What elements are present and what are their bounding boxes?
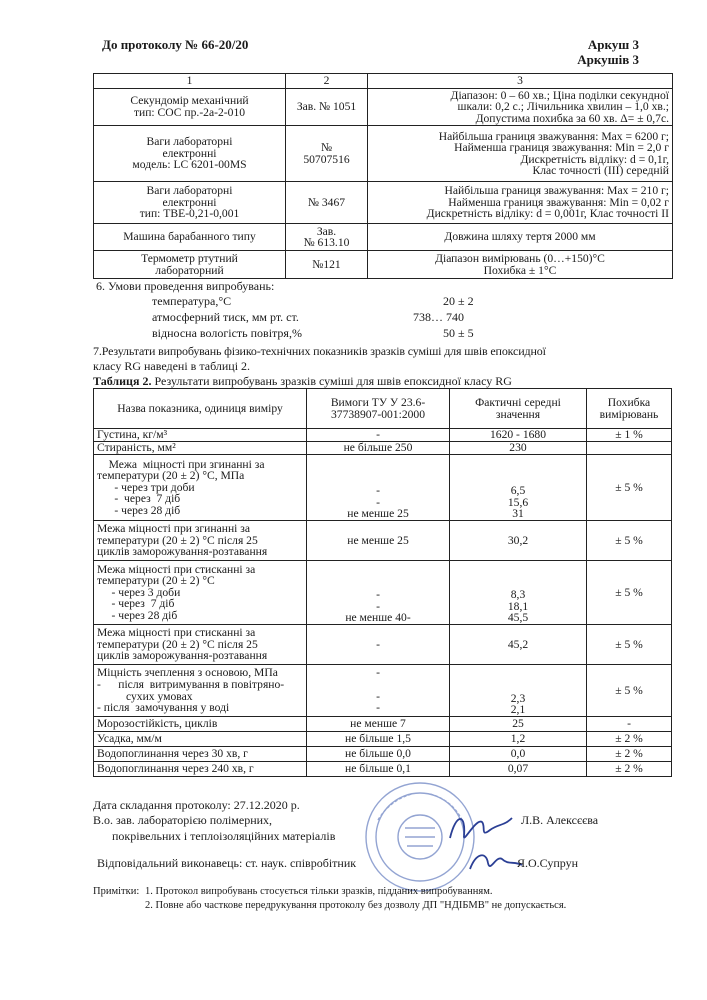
equipment-spec: Найбільша границя зважування: Max = 6200 г; Найменша границя зважування: Min = 2,0 г Дискретність відліку: d = 0,1г, Клас точності (III) середній	[368, 126, 673, 182]
actual-value: 8,3 18,1 45,5	[450, 561, 587, 625]
indicator-name: Густина, кг/м³	[94, 429, 307, 442]
measurement-error: -	[587, 717, 672, 732]
actual-value: 1,2	[450, 732, 587, 747]
requirement: не менше 25	[307, 521, 450, 561]
protocol-reference: До протоколу № 66-20/20	[102, 37, 249, 52]
equipment-spec: Довжина шляху тертя 2000 мм	[368, 224, 673, 251]
requirement: - - -	[307, 665, 450, 717]
col-head-values: Фактичні середні значення	[450, 389, 587, 429]
head-title-line: В.о. зав. лабораторією полімерних,	[93, 813, 273, 827]
measurement-error: ± 5 %	[587, 665, 672, 717]
equipment-spec: Діапазон вимірювань (0…+150)°С Похибка ± 1°С	[368, 251, 673, 279]
condition-label: атмосферний тиск, мм рт. ст.	[152, 310, 299, 324]
actual-value: 0,07	[450, 762, 587, 777]
condition-value: 50 ± 5	[443, 326, 474, 340]
results-row	[94, 429, 672, 442]
measurement-error: ± 1 %	[587, 429, 672, 442]
equipment-name: Секундомір механічний тип: СОС пр.-2а-2-010	[94, 88, 286, 126]
measurement-error: ± 5 %	[587, 561, 672, 625]
col-head-requirements: Вимоги ТУ У 23.6- 37738907-001:2000	[307, 389, 450, 429]
actual-value: 30,2	[450, 521, 587, 561]
requirement: - - не менше 25	[307, 455, 450, 521]
indicator-name: Морозостійкість, циклів	[94, 717, 307, 732]
sheet-number: Аркуш 3	[587, 37, 639, 52]
head-name: Л.В. Алексєєва	[521, 813, 599, 827]
actual-value: 45,2	[450, 625, 587, 665]
equipment-name: Ваги лабораторні електронні модель: LC 6201-00MS	[94, 126, 286, 182]
condition-label: температура,°С	[152, 294, 232, 308]
col-head-3: 3	[368, 74, 673, 89]
condition-value: 738… 740	[413, 310, 464, 324]
actual-value: 6,5 15,6 31	[450, 455, 587, 521]
executor-name: Я.О.Супрун	[517, 856, 579, 870]
results-row	[94, 762, 672, 777]
equipment-number: № 50707516	[286, 126, 368, 182]
measurement-error: ± 5 %	[587, 455, 672, 521]
actual-value: 230	[450, 442, 587, 455]
measurement-error	[587, 442, 672, 455]
requirement: не більше 250	[307, 442, 450, 455]
measurement-error: ± 2 %	[587, 762, 672, 777]
results-row	[94, 732, 672, 747]
equipment-number: Зав. № 613.10	[286, 224, 368, 251]
actual-value: 2,3 2,1	[450, 665, 587, 717]
results-row	[94, 442, 672, 455]
condition-value: 20 ± 2	[443, 294, 474, 308]
requirement: -	[307, 625, 450, 665]
indicator-name: Стираність, мм²	[94, 442, 307, 455]
equipment-table	[93, 73, 673, 279]
requirement: не менше 7	[307, 717, 450, 732]
indicator-name: Усадка, мм/м	[94, 732, 307, 747]
notes-label: Примітки:	[93, 886, 140, 897]
col-head-2: 2	[286, 74, 368, 89]
executor-title: Відповідальний виконавець: ст. наук. співробітник	[97, 856, 357, 870]
measurement-error: ± 5 %	[587, 521, 672, 561]
condition-label: відносна вологість повітря,%	[152, 326, 302, 340]
note-1: 1. Протокол випробувань стосується тільки зразків, підданих випробуванням.	[145, 886, 493, 897]
equipment-number: №121	[286, 251, 368, 279]
results-row	[94, 455, 672, 521]
measurement-error: ± 5 %	[587, 625, 672, 665]
sheet-count: Аркушів 3	[577, 52, 639, 67]
equipment-name: Машина барабанного типу	[94, 224, 286, 251]
indicator-name: Межа міцності при стисканні за температури (20 ± 2) °С після 25 циклів заморожування-розтавання	[94, 625, 307, 665]
col-head-name: Назва показника, одиниця виміру	[94, 389, 307, 429]
indicator-name: Міцність зчеплення з основою, МПа - після витримування в повітряно- сухих умовах - після замочування у воді	[94, 665, 307, 717]
requirement: -	[307, 429, 450, 442]
results-intro-line: 7.Результати випробувань фізико-технічних показників зразків суміші для швів епоксидної	[93, 344, 546, 358]
actual-value: 25	[450, 717, 587, 732]
equipment-number: № 3467	[286, 182, 368, 224]
equipment-spec: Діапазон: 0 – 60 хв.; Ціна поділки секундної шкали: 0,2 с.; Лічильника хвилин – 1,0 хв.; Допустима похибка за 60 хв. Δ= ± 0,7с.	[368, 88, 673, 126]
equipment-spec: Найбільша границя зважування: Max = 210 г; Найменша границя зважування: Min = 0,02 г Дискретність відліку: d = 0,001г, Клас точності II	[368, 182, 673, 224]
results-row	[94, 717, 672, 732]
col-head-error: Похибка вимірювань	[587, 389, 672, 429]
indicator-name: Межа міцності при згинанні за температури (20 ± 2) °С після 25 циклів заморожування-розтавання	[94, 521, 307, 561]
results-row	[94, 665, 672, 717]
equipment-number: Зав. № 1051	[286, 88, 368, 126]
equipment-row	[94, 224, 673, 251]
results-row	[94, 521, 672, 561]
report-date: Дата складання протоколу: 27.12.2020 р.	[93, 798, 300, 812]
results-row	[94, 625, 672, 665]
head-signature	[446, 808, 516, 848]
equipment-row	[94, 88, 673, 126]
results-table	[93, 388, 672, 777]
requirement: не більше 0,0	[307, 747, 450, 762]
requirement: - - не менше 40-	[307, 561, 450, 625]
equipment-row	[94, 182, 673, 224]
note-2: 2. Повне або часткове передрукування протоколу без дозволу ДП "НДІБМВ" не допускається.	[145, 900, 567, 911]
indicator-name: Водопоглинання через 240 хв, г	[94, 762, 307, 777]
measurement-error: ± 2 %	[587, 732, 672, 747]
equipment-table-head	[94, 74, 673, 89]
equipment-name: Термометр ртутний лабораторний	[94, 251, 286, 279]
col-head-1: 1	[94, 74, 286, 89]
equipment-name: Ваги лабораторні електронні тип: ТВЕ-0,21-0,001	[94, 182, 286, 224]
indicator-name: Межа міцності при згинанні за температури (20 ± 2) °С, МПа - через три доби - через 7 діб - через 28 діб	[94, 455, 307, 521]
indicator-name: Водопоглинання через 30 хв, г	[94, 747, 307, 762]
measurement-error: ± 2 %	[587, 747, 672, 762]
indicator-name: Межа міцності при стисканні за температури (20 ± 2) °С - через 3 доби - через 7 діб - через 28 діб	[94, 561, 307, 625]
results-table-head	[94, 389, 672, 429]
equipment-row	[94, 126, 673, 182]
results-row	[94, 747, 672, 762]
actual-value: 1620 - 1680	[450, 429, 587, 442]
results-row	[94, 561, 672, 625]
results-intro-line: класу RG наведені в таблиці 2.	[93, 359, 251, 373]
requirement: не більше 1,5	[307, 732, 450, 747]
table2-caption: Таблиця 2. Результати випробувань зразків суміші для швів епоксидної класу RG	[93, 374, 512, 388]
requirement: не більше 0,1	[307, 762, 450, 777]
head-title-line: покрівельних і теплоізоляційних матеріалів	[112, 829, 336, 843]
actual-value: 0,0	[450, 747, 587, 762]
conditions-title: 6. Умови проведення випробувань:	[96, 279, 275, 293]
equipment-row	[94, 251, 673, 279]
